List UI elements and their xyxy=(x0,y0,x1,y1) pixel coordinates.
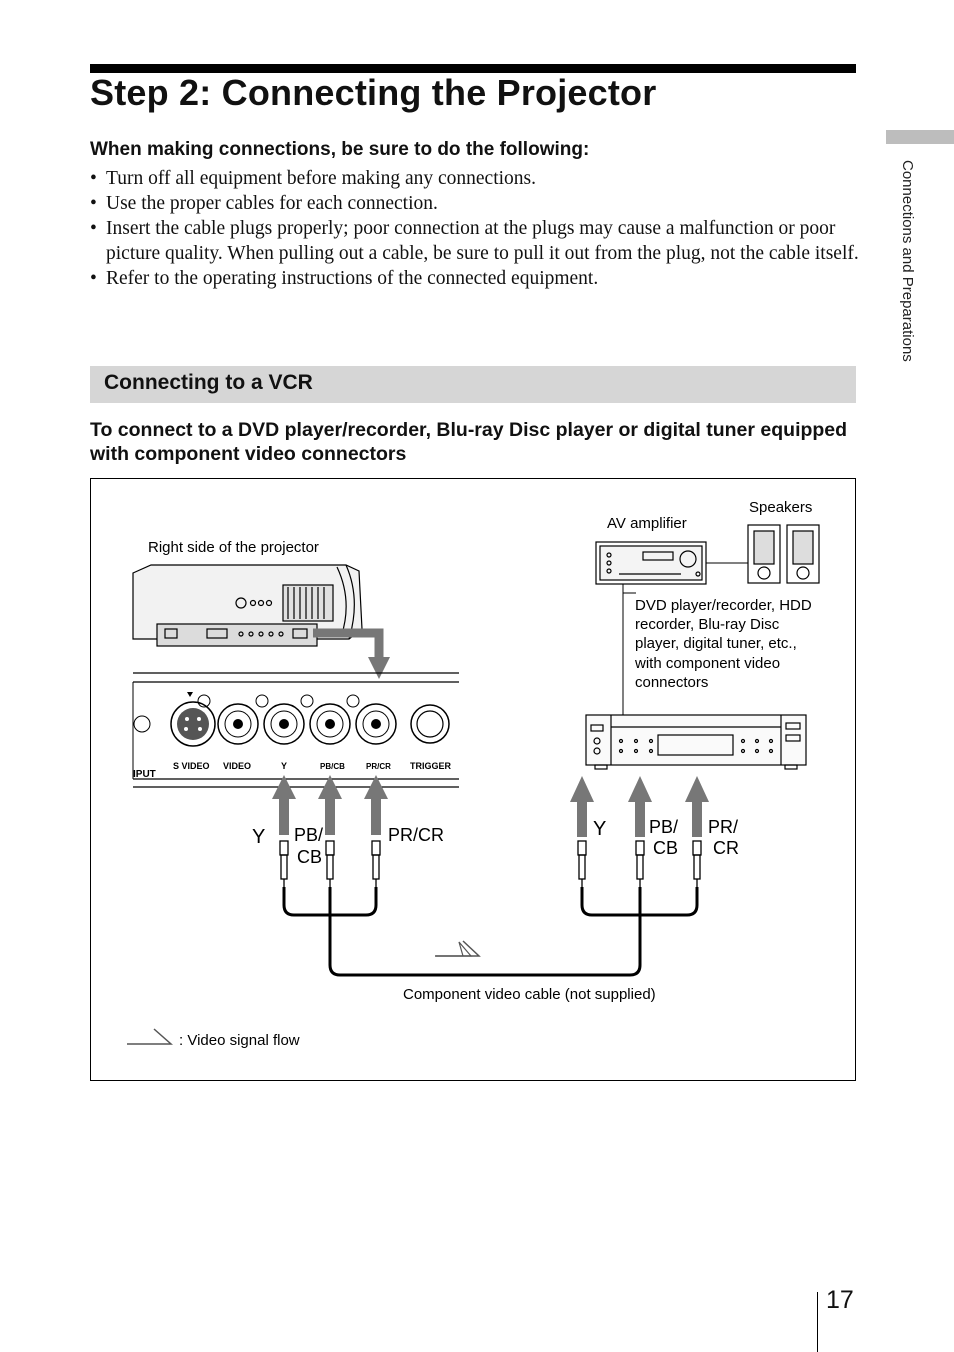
plug-label-pr-top-source: PR/ xyxy=(708,817,739,837)
plug-label-pb-top: PB/ xyxy=(294,825,324,845)
intro-heading: When making connections, be sure to do the following: xyxy=(90,139,590,160)
legend-text: : Video signal flow xyxy=(179,1032,300,1049)
panel-svideo-label: S VIDEO xyxy=(173,761,210,771)
source-device-label: DVD player/recorder, HDD recorder, Blu-ray Disc player, digital tuner, etc., with component video connectors xyxy=(635,597,812,691)
list-item: • Insert the cable plugs properly; poor connection at the plugs may cause a malfunction or poor picture quality. When pulling out a cable, be sure to pull it out from the plug, not the cable itself. xyxy=(90,216,860,266)
component-cable xyxy=(284,887,697,975)
av-amplifier-illustration xyxy=(596,542,706,584)
speakers-label: Speakers xyxy=(749,499,813,516)
list-item: • Turn off all equipment before making any connections. xyxy=(90,166,860,191)
plug-label-pr-bottom-source: CR xyxy=(713,838,739,858)
section-title: Connecting to a VCR xyxy=(104,371,313,394)
sub-heading: To connect to a DVD player/recorder, Blu-ray Disc player or digital tuner equipped with component video connectors xyxy=(90,419,848,465)
plug-label-pb-top-source: PB/ xyxy=(649,817,679,837)
chapter-tab xyxy=(886,130,954,144)
page-number-rule xyxy=(817,1292,818,1352)
signal-arrows-source xyxy=(570,776,709,837)
connection-diagram-drawing xyxy=(91,479,855,1080)
video-signal-flow-icon xyxy=(127,1029,171,1044)
plug-label-pb-bottom: CB xyxy=(297,847,323,867)
connection-diagram xyxy=(90,478,856,1081)
down-arrow-icon xyxy=(368,657,390,679)
cable-plugs-projector xyxy=(280,841,380,887)
signal-arrows-projector xyxy=(272,775,388,835)
precaution-list xyxy=(90,166,860,291)
source-device-illustration xyxy=(586,715,806,769)
page-title: Step 2: Connecting the Projector xyxy=(90,72,657,113)
panel-video-label: VIDEO xyxy=(223,761,252,771)
cable-label: Component video cable (not supplied) xyxy=(403,986,656,1003)
panel-pr-label: PR/CR xyxy=(366,762,391,771)
list-item: • Refer to the operating instructions of the connected equipment. xyxy=(90,266,860,291)
panel-y-label: Y xyxy=(281,761,288,771)
plug-label-y: Y xyxy=(252,826,266,848)
panel-input-label: IPUT xyxy=(133,769,156,780)
cable-plugs-source xyxy=(578,841,701,887)
input-panel xyxy=(133,673,459,787)
list-item: • Use the proper cables for each connection. xyxy=(90,191,860,216)
amplifier-label: AV amplifier xyxy=(607,515,687,532)
section-header xyxy=(90,366,856,403)
panel-pb-label: PB/CB xyxy=(320,762,345,771)
plug-label-y-source: Y xyxy=(593,818,607,840)
chapter-tab-label: Connections and Preparations xyxy=(899,160,916,362)
panel-trigger-label: TRIGGER xyxy=(410,761,452,771)
projector-label: Right side of the projector xyxy=(148,539,319,556)
page-number: 17 xyxy=(826,1286,854,1314)
speakers-illustration xyxy=(748,525,819,583)
plug-label-pr: PR/CR xyxy=(388,825,445,845)
plug-label-pb-bottom-source: CB xyxy=(653,838,679,858)
